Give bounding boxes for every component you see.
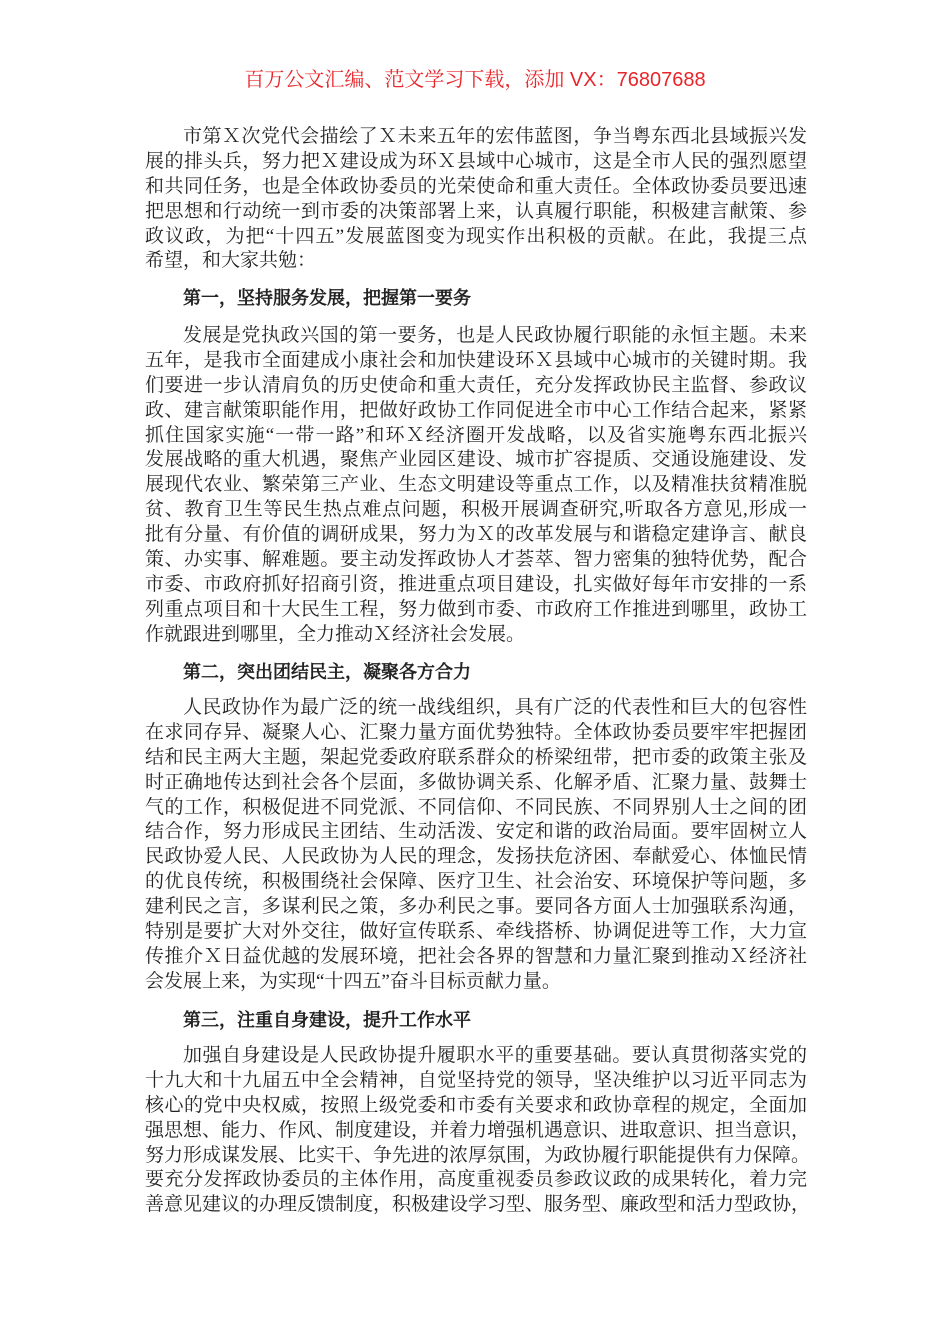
text-line: 会发展上来，为实现“十四五”奋斗目标贡献力量。	[145, 970, 561, 992]
text-line: 气的工作，积极促进不同党派、不同信仰、不同民族、不同界别人士之间的团	[145, 796, 807, 818]
text-line: 民政协爱人民、人民政协为人民的理念，发扬扶危济困、奉献爱心、体恤民情	[145, 846, 807, 868]
text-line: 特别是要扩大对外交往，做好宣传联系、牵线搭桥、协调促进等工作，大力宣	[145, 921, 807, 943]
text-line: 时正确地传达到社会各个层面，多做协调关系、化解矛盾、汇聚力量、鼓舞士	[145, 771, 807, 793]
text-line: 加强自身建设是人民政协提升履职水平的重要基础。要认真贯彻落实党的	[183, 1045, 807, 1066]
text-line: 要充分发挥政协委员的主体作用，高度重视委员参政议政的成果转化，着力完	[145, 1169, 807, 1191]
promo-banner: 百万公文汇编、范文学习下载，添加 VX：76807688	[244, 69, 706, 91]
section-paragraph-1	[145, 324, 807, 648]
text-line: 希望，和大家共勉：	[145, 250, 317, 272]
text-line: 人民政协作为最广泛的统一战线组织，具有广泛的代表性和巨大的包容性	[183, 697, 807, 718]
text-line: 展现代农业、繁荣第三产业、生态文明建设等重点工作，以及精准扶贫精准脱	[145, 474, 807, 496]
text-line: 列重点项目和十大民生工程，努力做到市委、市政府工作推进到哪里，政协工	[145, 598, 807, 620]
text-line: 建利民之言，多谋利民之策，多办利民之事。要同各方面人士加强联系沟通，	[145, 896, 807, 918]
text-line: 核心的党中央权威，按照上级党委和市委有关要求和政协章程的规定，全面加	[145, 1094, 807, 1116]
text-line: 贫、教育卫生等民生热点难点问题，积极开展调查研究,听取各方意见,形成一	[145, 499, 807, 521]
text-line: 发展是党执政兴国的第一要务，也是人民政协履行职能的永恒主题。未来	[183, 325, 807, 346]
text-line: 结和民主两大主题，架起党委政府联系群众的桥梁纽带，把市委的政策主张及	[145, 746, 807, 768]
text-line: 把思想和行动统一到市委的决策部署上来，认真履行职能，积极建言献策、参	[145, 200, 807, 222]
section-paragraph-3	[145, 1044, 811, 1218]
section-heading-2: 第二，突出团结民主，凝聚各方合力	[183, 662, 471, 682]
text-line: 展的排头兵，努力把Ｘ建设成为环Ｘ县域中心城市，这是全市人民的强烈愿望	[145, 150, 807, 172]
text-line: 五年，是我市全面建成小康社会和加快建设环Ｘ县域中心城市的关键时期。我	[145, 349, 807, 371]
text-line: 作就跟进到哪里，全力推动Ｘ经济社会发展。	[145, 623, 526, 645]
text-line: 发展战略的重大机遇，聚焦产业园区建设、城市扩容提质、交通设施建设、发	[145, 449, 807, 471]
text-line: 努力形成谋发展、比实干、争先进的浓厚氛围，为政协履行职能提供有力保障。	[145, 1144, 811, 1166]
text-line: 政、建言献策职能作用，把做好政协工作同促进全市中心工作结合起来，紧紧	[145, 399, 807, 421]
section-paragraph-2	[145, 696, 807, 995]
text-line: 们要进一步认清肩负的历史使命和重大责任，充分发挥政协民主监督、参政议	[145, 374, 807, 396]
text-line: 和共同任务，也是全体政协委员的光荣使命和重大责任。全体政协委员要迅速	[145, 175, 807, 197]
text-line: 策、办实事、解难题。要主动发挥政协人才荟萃、智力密集的独特优势，配合	[145, 549, 807, 571]
text-line: 市第Ｘ次党代会描绘了Ｘ未来五年的宏伟蓝图，争当粤东西北县域振兴发	[183, 126, 807, 147]
text-line: 在求同存异、凝聚人心、汇聚力量方面优势独特。全体政协委员要牢牢把握团	[145, 721, 807, 743]
text-line: 结合作，努力形成民主团结、生动活泼、安定和谐的政治局面。要牢固树立人	[145, 821, 807, 843]
intro-paragraph	[145, 125, 807, 274]
text-line: 传推介Ｘ日益优越的发展环境，把社会各界的智慧和力量汇聚到推动Ｘ经济社	[145, 945, 807, 967]
text-line: 抓住国家实施“一带一路”和环Ｘ经济圈开发战略，以及省实施粤东西北振兴	[145, 424, 807, 446]
section-heading-1: 第一，坚持服务发展，把握第一要务	[183, 288, 471, 308]
text-line: 的优良传统，积极围绕社会保障、医疗卫生、社会治安、环境保护等问题，多	[145, 871, 807, 893]
text-line: 批有分量、有价值的调研成果，努力为Ｘ的改革发展与和谐稳定建诤言、献良	[145, 524, 807, 546]
section-heading-3: 第三，注重自身建设，提升工作水平	[183, 1010, 471, 1030]
text-line: 政议政，为把“十四五”发展蓝图变为现实作出积极的贡献。在此，我提三点	[145, 225, 807, 247]
text-line: 善意见建议的办理反馈制度，积极建设学习型、服务型、廉政型和活力型政协，	[145, 1194, 811, 1216]
text-line: 强思想、能力、作风、制度建设，并着力增强机遇意识、进取意识、担当意识，	[145, 1119, 811, 1141]
text-line: 市委、市政府抓好招商引资，推进重点项目建设，扎实做好每年市安排的一系	[145, 573, 807, 595]
text-line: 十九大和十九届五中全会精神，自觉坚持党的领导，坚决维护以习近平同志为	[145, 1069, 807, 1091]
